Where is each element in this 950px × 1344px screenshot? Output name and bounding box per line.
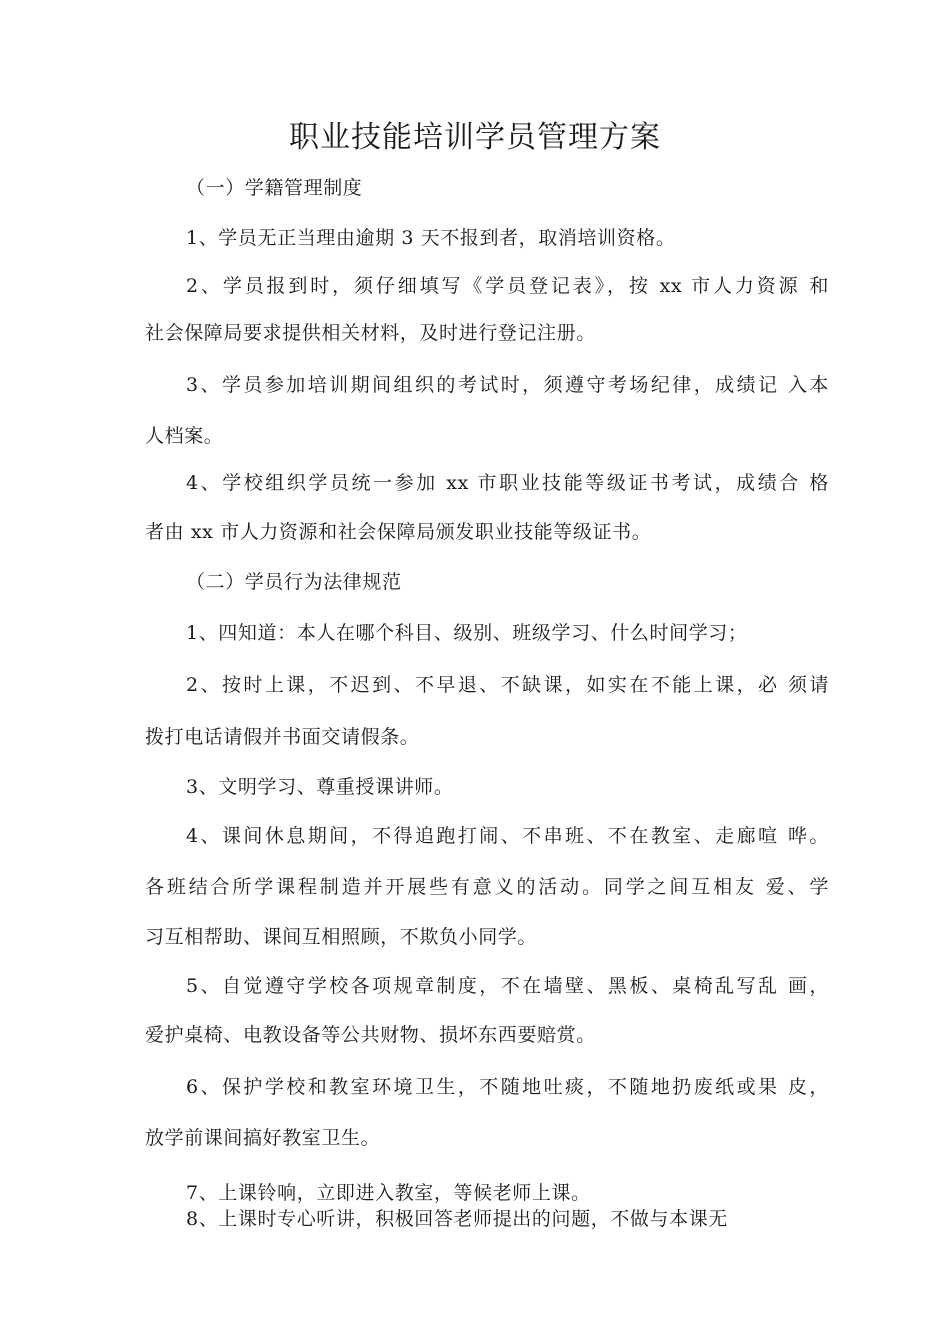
paragraph-1-4-line-1: 4、学校组织学员统一参加 xx 市职业技能等级证书考试，成绩合 格 [186, 472, 829, 494]
paragraph-2-7: 7、上课铃响，立即进入教室，等候老师上课。 [186, 1182, 591, 1204]
paragraph-2-3: 3、文明学习、尊重授课讲师。 [186, 776, 454, 798]
paragraph-1-3-line-1: 3、学员参加培训期间组织的考试时，须遵守考场纪律，成绩记 入本 [186, 374, 829, 396]
paragraph-2-4-line-2: 各班结合所学课程制造并开展些有意义的活动。同学之间互相友 爱、学 [145, 876, 829, 898]
paragraph-2-8: 8、上课时专心听讲，积极回答老师提出的问题，不做与本课无 [186, 1208, 728, 1230]
paragraph-1-2-line-1: 2、学员报到时，须仔细填写《学员登记表》，按 xx 市人力资源 和 [186, 275, 829, 297]
document-title: 职业技能培训学员管理方案 [289, 120, 661, 155]
paragraph-2-1: 1、四知道：本人在哪个科目、级别、班级学习、什么时间学习； [186, 622, 748, 644]
section-heading-2: （二）学员行为法律规范 [186, 571, 402, 593]
paragraph-1-2-line-2: 社会保障局要求提供相关材料，及时进行登记注册。 [145, 322, 596, 344]
paragraph-1-4-line-2: 者由 xx 市人力资源和社会保障局颁发职业技能等级证书。 [145, 521, 652, 543]
paragraph-2-5-line-2: 爱护桌椅、电教设备等公共财物、损坏东西要赔赏。 [145, 1024, 596, 1046]
paragraph-2-4-line-3: 习互相帮助、课间互相照顾，不欺负小同学。 [145, 926, 538, 948]
paragraph-2-6-line-2: 放学前课间搞好教室卫生。 [145, 1127, 381, 1149]
paragraph-2-2-line-1: 2、按时上课，不迟到、不早退、不缺课，如实在不能上课，必 须请 [186, 674, 829, 696]
paragraph-2-4-line-1: 4、课间休息期间，不得追跑打闹、不串班、不在教室、走廊喧 哗。 [186, 825, 829, 847]
section-heading-1: （一）学籍管理制度 [186, 177, 363, 199]
paragraph-2-2-line-2: 拨打电话请假并书面交请假条。 [145, 726, 420, 748]
paragraph-2-5-line-1: 5、自觉遵守学校各项规章制度，不在墙壁、黑板、桌椅乱写乱 画， [186, 975, 829, 997]
paragraph-1-3-line-2: 人档案。 [145, 425, 224, 447]
paragraph-2-6-line-1: 6、保护学校和教室环境卫生，不随地吐痰，不随地扔废纸或果 皮， [186, 1076, 829, 1098]
paragraph-1-1: 1、学员无正当理由逾期 3 天不报到者，取消培训资格。 [186, 227, 676, 249]
